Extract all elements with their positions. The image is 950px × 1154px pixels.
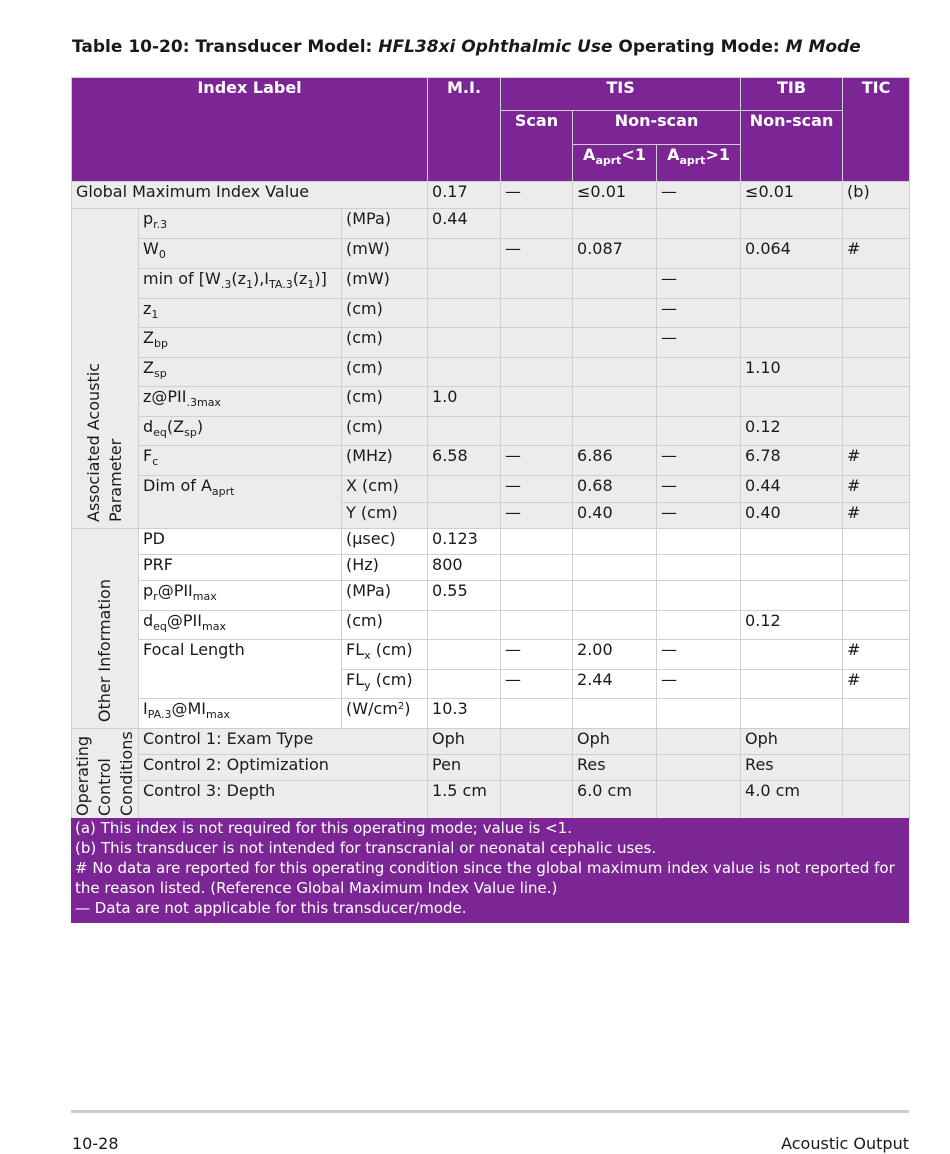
table-row: $p_r@PII_{max}$ (MPa) 0.55 (72, 581, 910, 611)
title-mode: M Mode (785, 37, 861, 57)
table-row: $Z_{bp}$ (cm) — (72, 328, 910, 358)
group-acoustic: Associated Acoustic Parameter (72, 209, 139, 529)
table-row: Associated Acoustic Parameter $p_{r.3}$ (MPa) 0.44 (72, 209, 910, 239)
footer-rule (71, 1110, 909, 1113)
header-nonscan-tis: Non-scan (573, 111, 741, 145)
acoustic-output-table (71, 77, 910, 821)
header-nonscan-tib: Non-scan (741, 111, 843, 182)
table-title (72, 37, 861, 57)
header-index-label: Index Label (72, 78, 428, 182)
header-tis: TIS (501, 78, 741, 111)
header-scan: Scan (501, 111, 573, 182)
table-row: $Z_{sp}$ (cm) 1.10 (72, 358, 910, 387)
table-row: Dim of $A_{aprt}$ X (cm) — 0.68 — 0.44 # (72, 476, 910, 503)
footnote-b: (b) This transducer is not intended for transcranial or neonatal cephalic uses. (75, 839, 657, 857)
table-row: Operating Control Conditions Control 1: Exam Type Oph Oph Oph (72, 729, 910, 755)
table-row: $FL_y$ (cm) — 2.44 — # (72, 670, 910, 699)
section-name: Acoustic Output (781, 1134, 909, 1153)
title-model: HFL38xi Ophthalmic Use (378, 37, 613, 57)
footnotes (71, 818, 909, 923)
header-aprt-gt1: $A_{aprt}>1$ (657, 145, 741, 182)
title-mid: Operating Mode: (612, 37, 786, 57)
group-other: Other Information (72, 529, 139, 729)
group-operating: Operating Control Conditions (72, 729, 139, 821)
page-number: 10-28 (72, 1134, 119, 1153)
table-row: $d_{eq}@PII_{max}$ (cm) 0.12 (72, 611, 910, 640)
footnote-hash: # No data are reported for this operating condition since the global maximum index value is not reported for the reason listed. (Reference Global Maximum Index Value line.) (75, 859, 895, 897)
footnote-dash: — Data are not applicable for this transducer/mode. (75, 899, 467, 917)
table-row: Control 2: Optimization Pen Res Res (72, 755, 910, 781)
table-row: Focal Length $FL_x$ (cm) — 2.00 — # (72, 640, 910, 670)
table-row: $W_0$ (mW) — 0.087 0.064 # (72, 239, 910, 269)
gmiv-label: Global Maximum Index Value (72, 182, 428, 209)
header-tic: TIC (843, 78, 910, 182)
title-prefix: Table 10-20: Transducer Model: (72, 37, 379, 57)
table-row: Global Maximum Index Value 0.17 — ≤0.01 — ≤0.01 (b) (72, 182, 910, 209)
table-row: min of $[W_{.3}(z_1),I_{TA.3}(z_1)]$ (mW) — (72, 269, 910, 299)
header-mi: M.I. (428, 78, 501, 182)
table-row: $F_c$ (MHz) 6.58 — 6.86 — 6.78 # (72, 446, 910, 476)
table-row: PRF (Hz) 800 (72, 555, 910, 581)
table-row: $z@PII_{.3max}$ (cm) 1.0 (72, 387, 910, 417)
table-row: $I_{PA.3}@MI_{max}$ $(W/cm^2)$ 10.3 (72, 699, 910, 729)
table-row: $d_{eq}(Z_{sp})$ (cm) 0.12 (72, 417, 910, 446)
table-row: Y (cm) — 0.40 — 0.40 # (72, 503, 910, 529)
table-row: Control 3: Depth 1.5 cm 6.0 cm 4.0 cm (72, 781, 910, 821)
table-row: Other Information PD (µsec) 0.123 (72, 529, 910, 555)
footnote-a: (a) This index is not required for this operating mode; value is <1. (75, 819, 572, 837)
table-row: $z_1$ (cm) — (72, 299, 910, 328)
header-aprt-lt1: $A_{aprt}<1$ (573, 145, 657, 182)
header-tib: TIB (741, 78, 843, 111)
